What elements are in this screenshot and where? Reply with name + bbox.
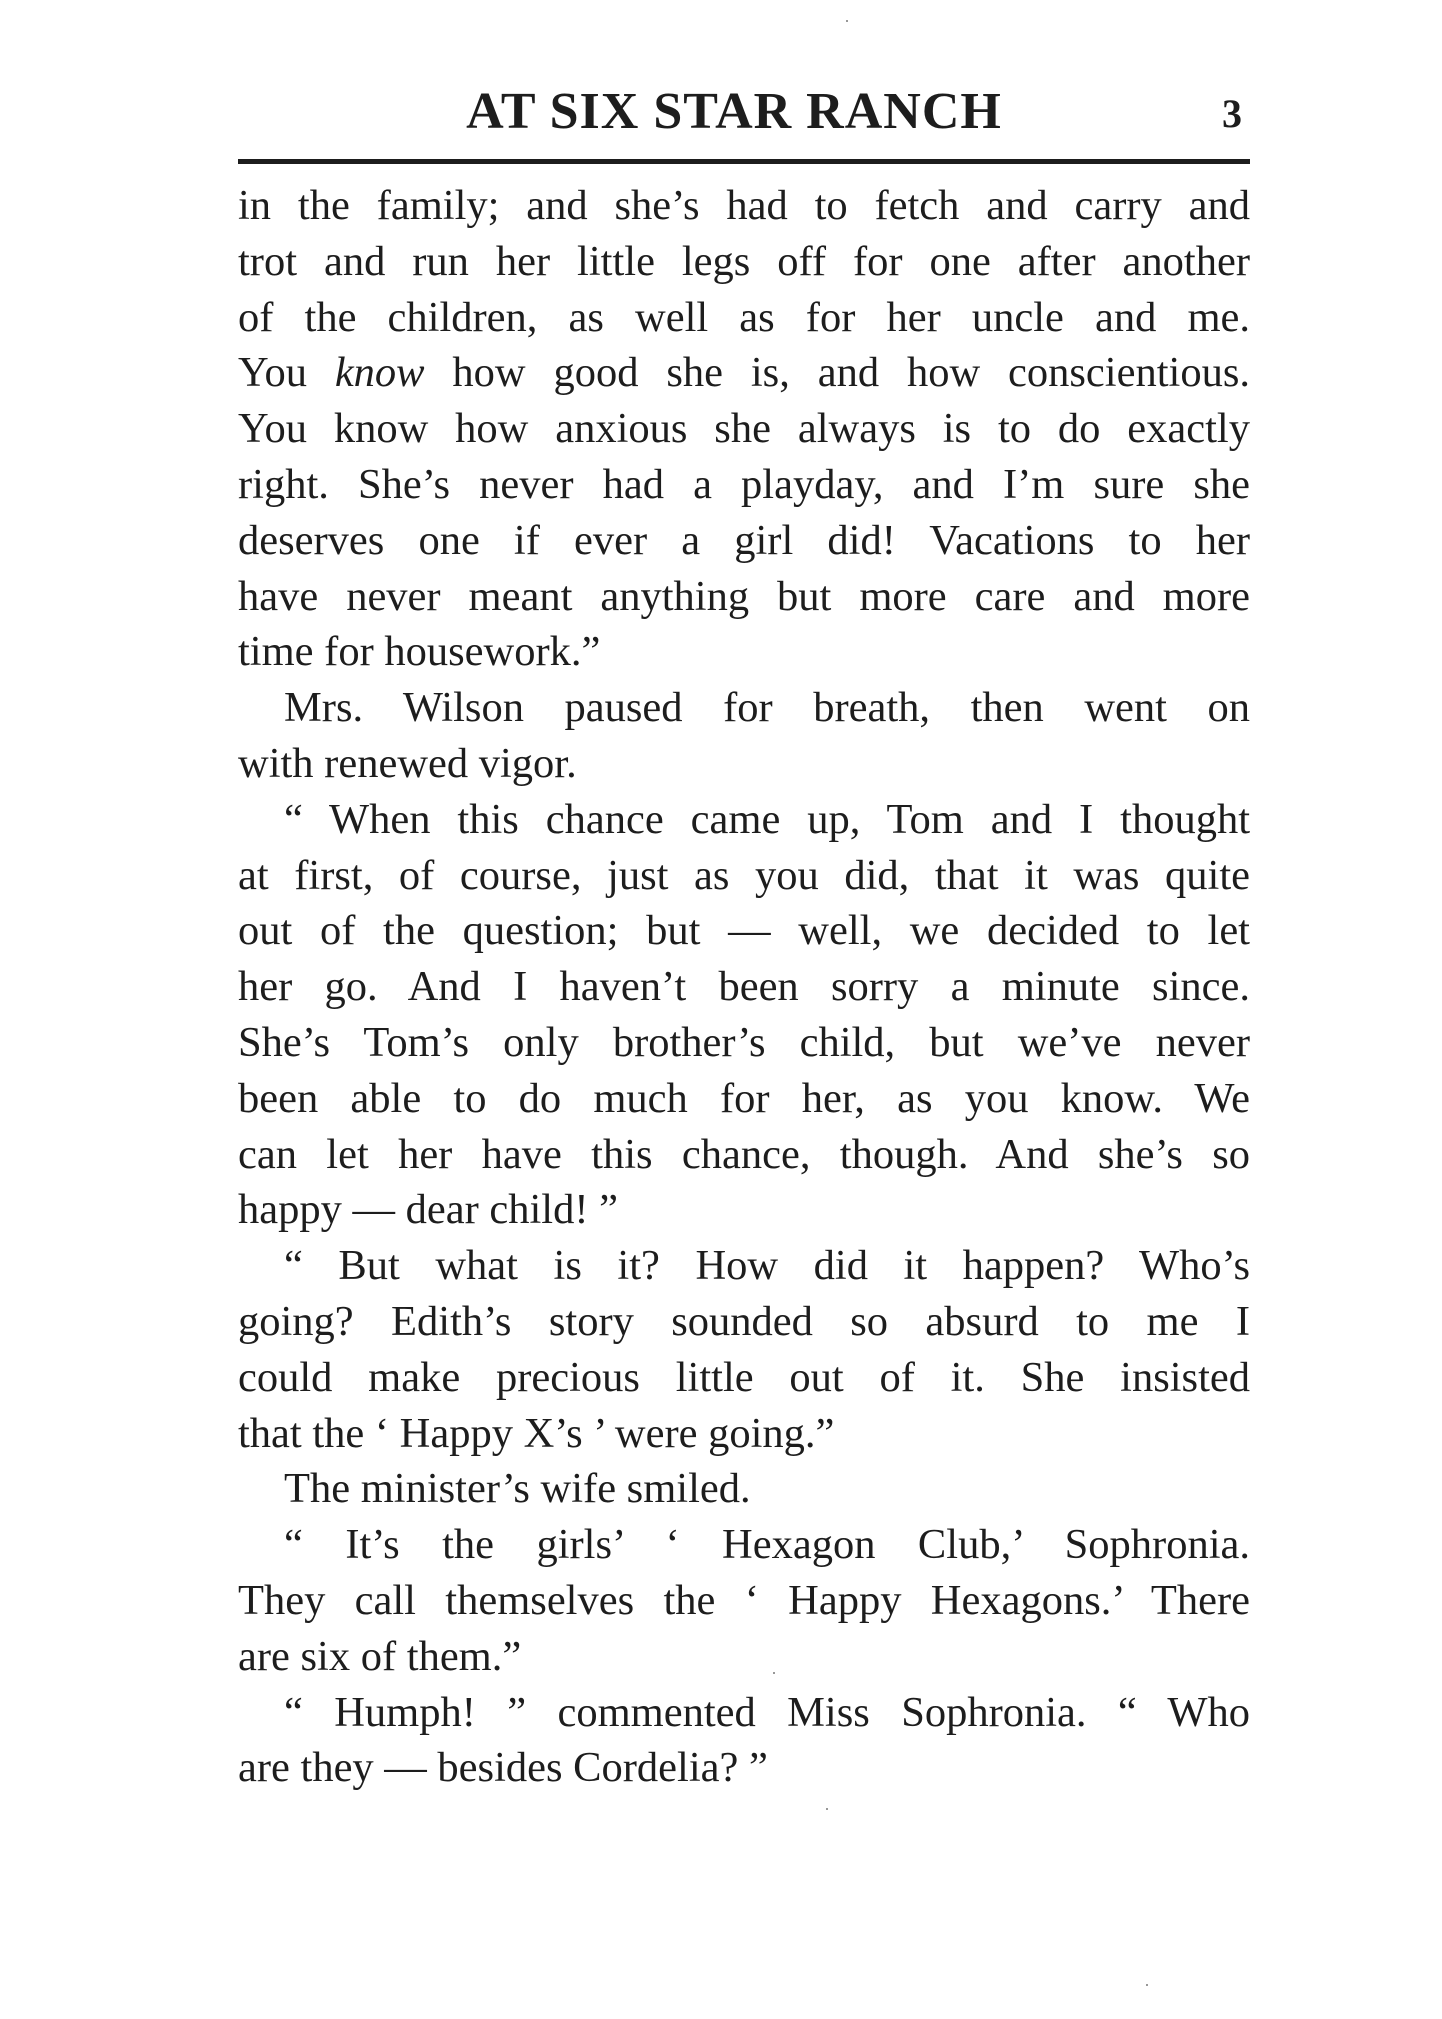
paper-speck [773, 1672, 775, 1674]
text-line [238, 345, 1250, 401]
text-line: are six of them.” [238, 1632, 522, 1680]
text-line: time for housework.” [238, 628, 601, 676]
text-line: “ Humph! ” commented Miss Sophronia. “ Who [284, 1688, 1250, 1736]
paper-speck [846, 20, 848, 22]
text-line: “ It’s the girls’ ‘ Hexagon Club,’ Sophronia. [284, 1521, 1250, 1569]
text-line: could make precious little out of it. She insisted [238, 1353, 1250, 1401]
text-line: out of the question; but — well, we decided to let [238, 907, 1250, 955]
text-line: been able to do much for her, as you know. We [238, 1074, 1250, 1122]
text-line: They call themselves the ‘ Happy Hexagons.’ There [238, 1576, 1250, 1624]
text-line: The minister’s wife smiled. [284, 1465, 751, 1513]
text-line: “ But what is it? How did it happen? Who’s [284, 1242, 1250, 1290]
text-line: have never meant anything but more care and more [238, 572, 1250, 620]
body-text [238, 178, 1250, 1796]
text-span: You [238, 349, 335, 397]
text-line: happy — dear child! ” [238, 1186, 618, 1234]
text-line: Mrs. Wilson paused for breath, then went on [284, 684, 1250, 732]
text-line: right. She’s never had a playday, and I’m sure she [238, 460, 1250, 508]
text-line: She’s Tom’s only brother’s child, but we’ve never [238, 1018, 1250, 1066]
text-line: going? Edith’s story sounded so absurd to me I [238, 1297, 1250, 1345]
text-line: at first, of course, just as you did, that it was quite [238, 851, 1250, 899]
header-rule [238, 159, 1250, 164]
text-line: in the family; and she’s had to fetch and carry and [238, 182, 1250, 229]
text-line: deserves one if ever a girl did! Vacations to her [238, 516, 1250, 564]
text-line: trot and run her little legs off for one after another [238, 237, 1250, 285]
text-line: are they — besides Cordelia? ” [238, 1744, 768, 1792]
text-line: of the children, as well as for her uncle and me. [238, 293, 1250, 341]
text-line: can let her have this chance, though. And she’s so [238, 1130, 1250, 1178]
text-line: “ When this chance came up, Tom and I thought [284, 795, 1250, 843]
text-line: with renewed vigor. [238, 739, 577, 787]
paper-speck [1146, 1984, 1148, 1986]
paper-speck [826, 1808, 828, 1810]
text-line: her go. And I haven’t been sorry a minute since. [238, 963, 1250, 1011]
text-line: You know how anxious she always is to do exactly [238, 405, 1250, 453]
emphasis-know: know [334, 349, 425, 397]
text-line: that the ‘ Happy X’s ’ were going.” [238, 1409, 835, 1457]
page-number: 3 [1222, 91, 1242, 136]
text-span: how good she is, and how conscientious. [424, 349, 1250, 397]
page-header [238, 80, 1250, 144]
running-title: AT SIX STAR RANCH [466, 83, 1002, 140]
